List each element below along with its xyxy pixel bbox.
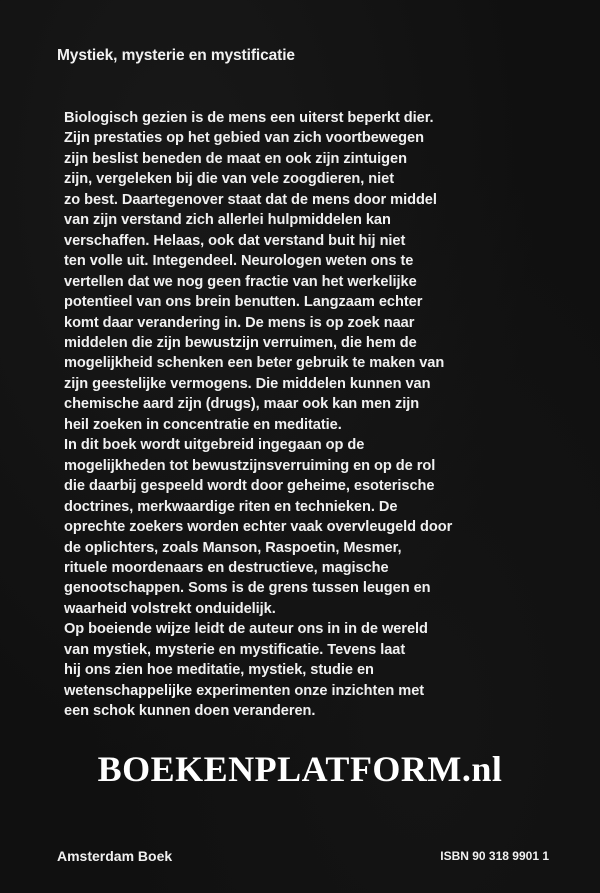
blurb-line: vertellen dat we nog geen fractie van het werkelijke — [64, 273, 417, 290]
blurb-line: hij ons zien hoe meditatie, mystiek, studie en — [64, 662, 374, 679]
blurb-line: middelen die zijn bewustzijn verruimen, die hem de — [64, 334, 417, 351]
blurb-line: potentieel van ons brein benutten. Langzaam echter — [64, 294, 423, 311]
blurb-line: mogelijkheid schenken een beter gebruik te maken van — [64, 355, 445, 372]
blurb-line: zo best. Daartegenover staat dat de mens door middel — [64, 191, 437, 208]
blurb-line: Zijn prestaties op het gebied van zich voortbewegen — [64, 130, 424, 147]
blurb-text — [64, 108, 584, 722]
blurb-line: zijn geestelijke vermogens. Die middelen kunnen van — [64, 375, 431, 392]
blurb-line: genootschappen. Soms is de grens tussen leugen en — [64, 580, 431, 597]
blurb-line: wetenschappelijke experimenten onze inzichten met — [64, 682, 425, 699]
blurb-line: Biologisch gezien is de mens een uiterst beperkt dier. — [64, 110, 434, 126]
isbn-number: ISBN 90 318 9901 1 — [440, 849, 549, 863]
blurb-line: de oplichters, zoals Manson, Raspoetin, Mesmer, — [64, 539, 402, 556]
site-watermark: BOEKENPLATFORM.nl — [97, 749, 503, 789]
blurb-line: van mystiek, mysterie en mystificatie. Tevens laat — [64, 641, 406, 658]
blurb-line: chemische aard zijn (drugs), maar ook kan men zijn — [64, 396, 420, 413]
blurb-line: zijn beslist beneden de maat en ook zijn zintuigen — [64, 150, 407, 167]
publisher-name: Amsterdam Boek — [57, 848, 173, 864]
blurb-line: oprechte zoekers worden echter vaak overvleugeld door — [64, 519, 453, 536]
blurb-line: Op boeiende wijze leidt de auteur ons in in de wereld — [64, 621, 428, 638]
blurb-line: zijn, vergeleken bij die van vele zoogdieren, niet — [64, 171, 395, 188]
blurb-line: komt daar verandering in. De mens is op zoek naar — [64, 314, 415, 331]
blurb-line: verschaffen. Helaas, ook dat verstand buit hij niet — [64, 232, 406, 249]
blurb-line: ten volle uit. Integendeel. Neurologen weten ons te — [64, 253, 414, 270]
blurb-line: heil zoeken in concentratie en meditatie. — [64, 416, 342, 433]
blurb-line: die daarbij gespeeld wordt door geheime, esoterische — [64, 478, 435, 495]
blurb-line: van zijn verstand zich allerlei hulpmiddelen kan — [64, 212, 391, 229]
blurb-line: In dit boek wordt uitgebreid ingegaan op de — [64, 437, 365, 454]
blurb-line: mogelijkheden tot bewustzijnsverruiming en op de rol — [64, 457, 436, 474]
blurb-line: een schok kunnen doen veranderen. — [64, 703, 316, 720]
blurb-line: doctrines, merkwaardige riten en technieken. De — [64, 498, 398, 515]
blurb-line: waarheid volstrekt onduidelijk. — [64, 600, 276, 617]
blurb-line: rituele moordenaars en destructieve, magische — [64, 559, 389, 576]
book-title: Mystiek, mysterie en mystificatie — [57, 47, 295, 64]
